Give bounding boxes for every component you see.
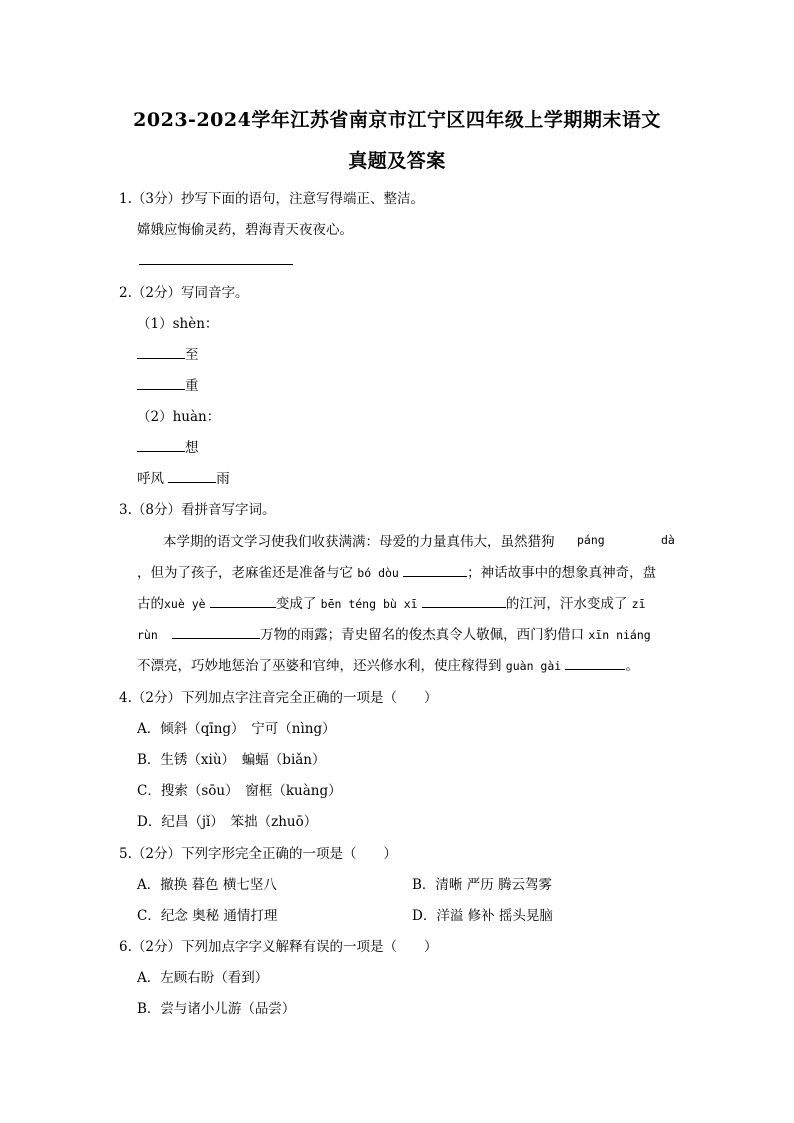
document-title-line2: 真题及答案 <box>348 150 446 172</box>
q2-sub1-a-text: 至 <box>185 347 199 363</box>
q6-option-a[interactable]: A．左顾右盼（看到） <box>137 970 269 986</box>
q2-sub2-b-prefix: 呼风 <box>137 471 164 487</box>
q2-sub1-item-b <box>137 374 199 394</box>
q2-sub2-label: （2）huàn： <box>137 409 221 425</box>
q3-pinyin-pangda-1: páng <box>577 533 605 547</box>
q6-option-b[interactable]: B．尝与诸小儿游（品尝） <box>137 1001 296 1017</box>
q5-stem: 5.（2分）下列字形完全正确的一项是（ ） <box>119 846 397 862</box>
q3-line5-end: 。 <box>625 658 639 674</box>
q3-line2-b: ；神话故事中的想象真神奇，盘 <box>467 565 657 581</box>
q3-line3-c: 的江河，汗水变成了 <box>505 596 628 612</box>
q5-option-b[interactable]: B．清晰 严历 腾云驾雾 <box>412 877 553 893</box>
q3-line3 <box>137 592 646 612</box>
q3-xueye-blank[interactable] <box>210 593 276 608</box>
q2-sub1-b-text: 重 <box>185 378 199 394</box>
q2-sub1-b-blank[interactable] <box>137 375 185 390</box>
q3-pinyin-bentengbuxi: bēn téng bù xī <box>320 597 418 611</box>
q2-sub2-b-suffix: 雨 <box>216 471 230 487</box>
q3-pinyin-bodou: bó dòu <box>357 566 399 580</box>
q3-pinyin-xueye: xuè yè <box>164 597 206 611</box>
q5-option-a[interactable]: A．撤换 暮色 横七坚八 <box>137 877 277 893</box>
q3-zirun-blank[interactable] <box>172 624 260 639</box>
q5-option-c[interactable]: C．纪念 奥秘 通情打理 <box>137 908 278 924</box>
q4-option-c[interactable]: C．搜索（sōu） 窗框（kuàng） <box>137 783 342 799</box>
q2-sub2-a-text: 想 <box>185 440 199 456</box>
q2-sub2-item-b <box>137 467 230 487</box>
q3-line4 <box>137 623 651 643</box>
q3-pinyin-pangda-2: dà <box>661 533 675 547</box>
q3-stem: 3.（8分）看拼音写字词。 <box>119 502 276 518</box>
q2-sub1-label: （1）shèn： <box>137 316 219 332</box>
q3-line3-a: 古的 <box>137 596 164 612</box>
q4-option-a[interactable]: A．倾斜（qīng） 宁可（nìng） <box>137 721 336 737</box>
document-title-line1: 2023-2024学年江苏省南京市江宁区四年级上学期期末语文 <box>133 109 661 131</box>
q3-line1-text: 本学期的语文学习使我们收获满满：母爱的力量真伟大，虽然猎狗 <box>163 534 555 550</box>
q3-line4-a: 万物的雨露；青史留名的俊杰真令人敬佩，西门豹借口 <box>260 627 585 643</box>
q6-stem: 6.（2分）下列加点字字义解释有误的一项是（ ） <box>119 939 438 955</box>
q1-text: 嫦娥应悔偷灵药，碧海青天夜夜心。 <box>137 222 353 238</box>
q3-pinyin-guangai: guàn gài <box>505 659 562 673</box>
q2-sub1-item-a <box>137 343 199 363</box>
q4-option-b[interactable]: B．生锈（xiù） 蝙蝠（biǎn） <box>137 752 326 768</box>
q3-line5-a: 不漂亮，巧妙地惩治了巫婆和官绅，还兴修水利，使庄稼得到 <box>137 658 502 674</box>
q3-line3-b: 变成了 <box>275 596 317 612</box>
q1-stem: 1.（3分）抄写下面的语句，注意写得端正、整洁。 <box>119 191 424 207</box>
q3-pinyin-zirun-1: zī <box>631 597 646 611</box>
q2-sub2-b-blank[interactable] <box>168 468 216 483</box>
q2-stem: 2.（2分）写同音字。 <box>119 285 249 301</box>
q5-option-d[interactable]: D．洋溢 修补 摇头晃脑 <box>412 908 553 924</box>
q2-sub1-a-blank[interactable] <box>137 344 185 359</box>
q3-pinyin-zirun-2: rùn <box>137 628 158 642</box>
q2-sub2-a-blank[interactable] <box>137 437 185 452</box>
q4-option-d[interactable]: D．纪昌（jǐ） 笨拙（zhuō） <box>137 814 318 830</box>
q3-pinyin-xinniang: xīn niáng <box>588 628 651 642</box>
q3-line2 <box>137 561 656 581</box>
q3-line2-a: ，但为了孩子，老麻雀还是准备与它 <box>137 565 353 581</box>
q3-guangai-blank[interactable] <box>565 655 625 670</box>
q3-bodou-blank[interactable] <box>403 562 467 577</box>
q3-line5 <box>137 654 639 674</box>
q2-sub2-item-a <box>137 436 199 456</box>
q4-stem: 4.（2分）下列加点字注音完全正确的一项是（ ） <box>119 690 438 706</box>
q1-answer-blank[interactable] <box>139 264 293 265</box>
q3-bentengbuxi-blank[interactable] <box>422 593 506 608</box>
